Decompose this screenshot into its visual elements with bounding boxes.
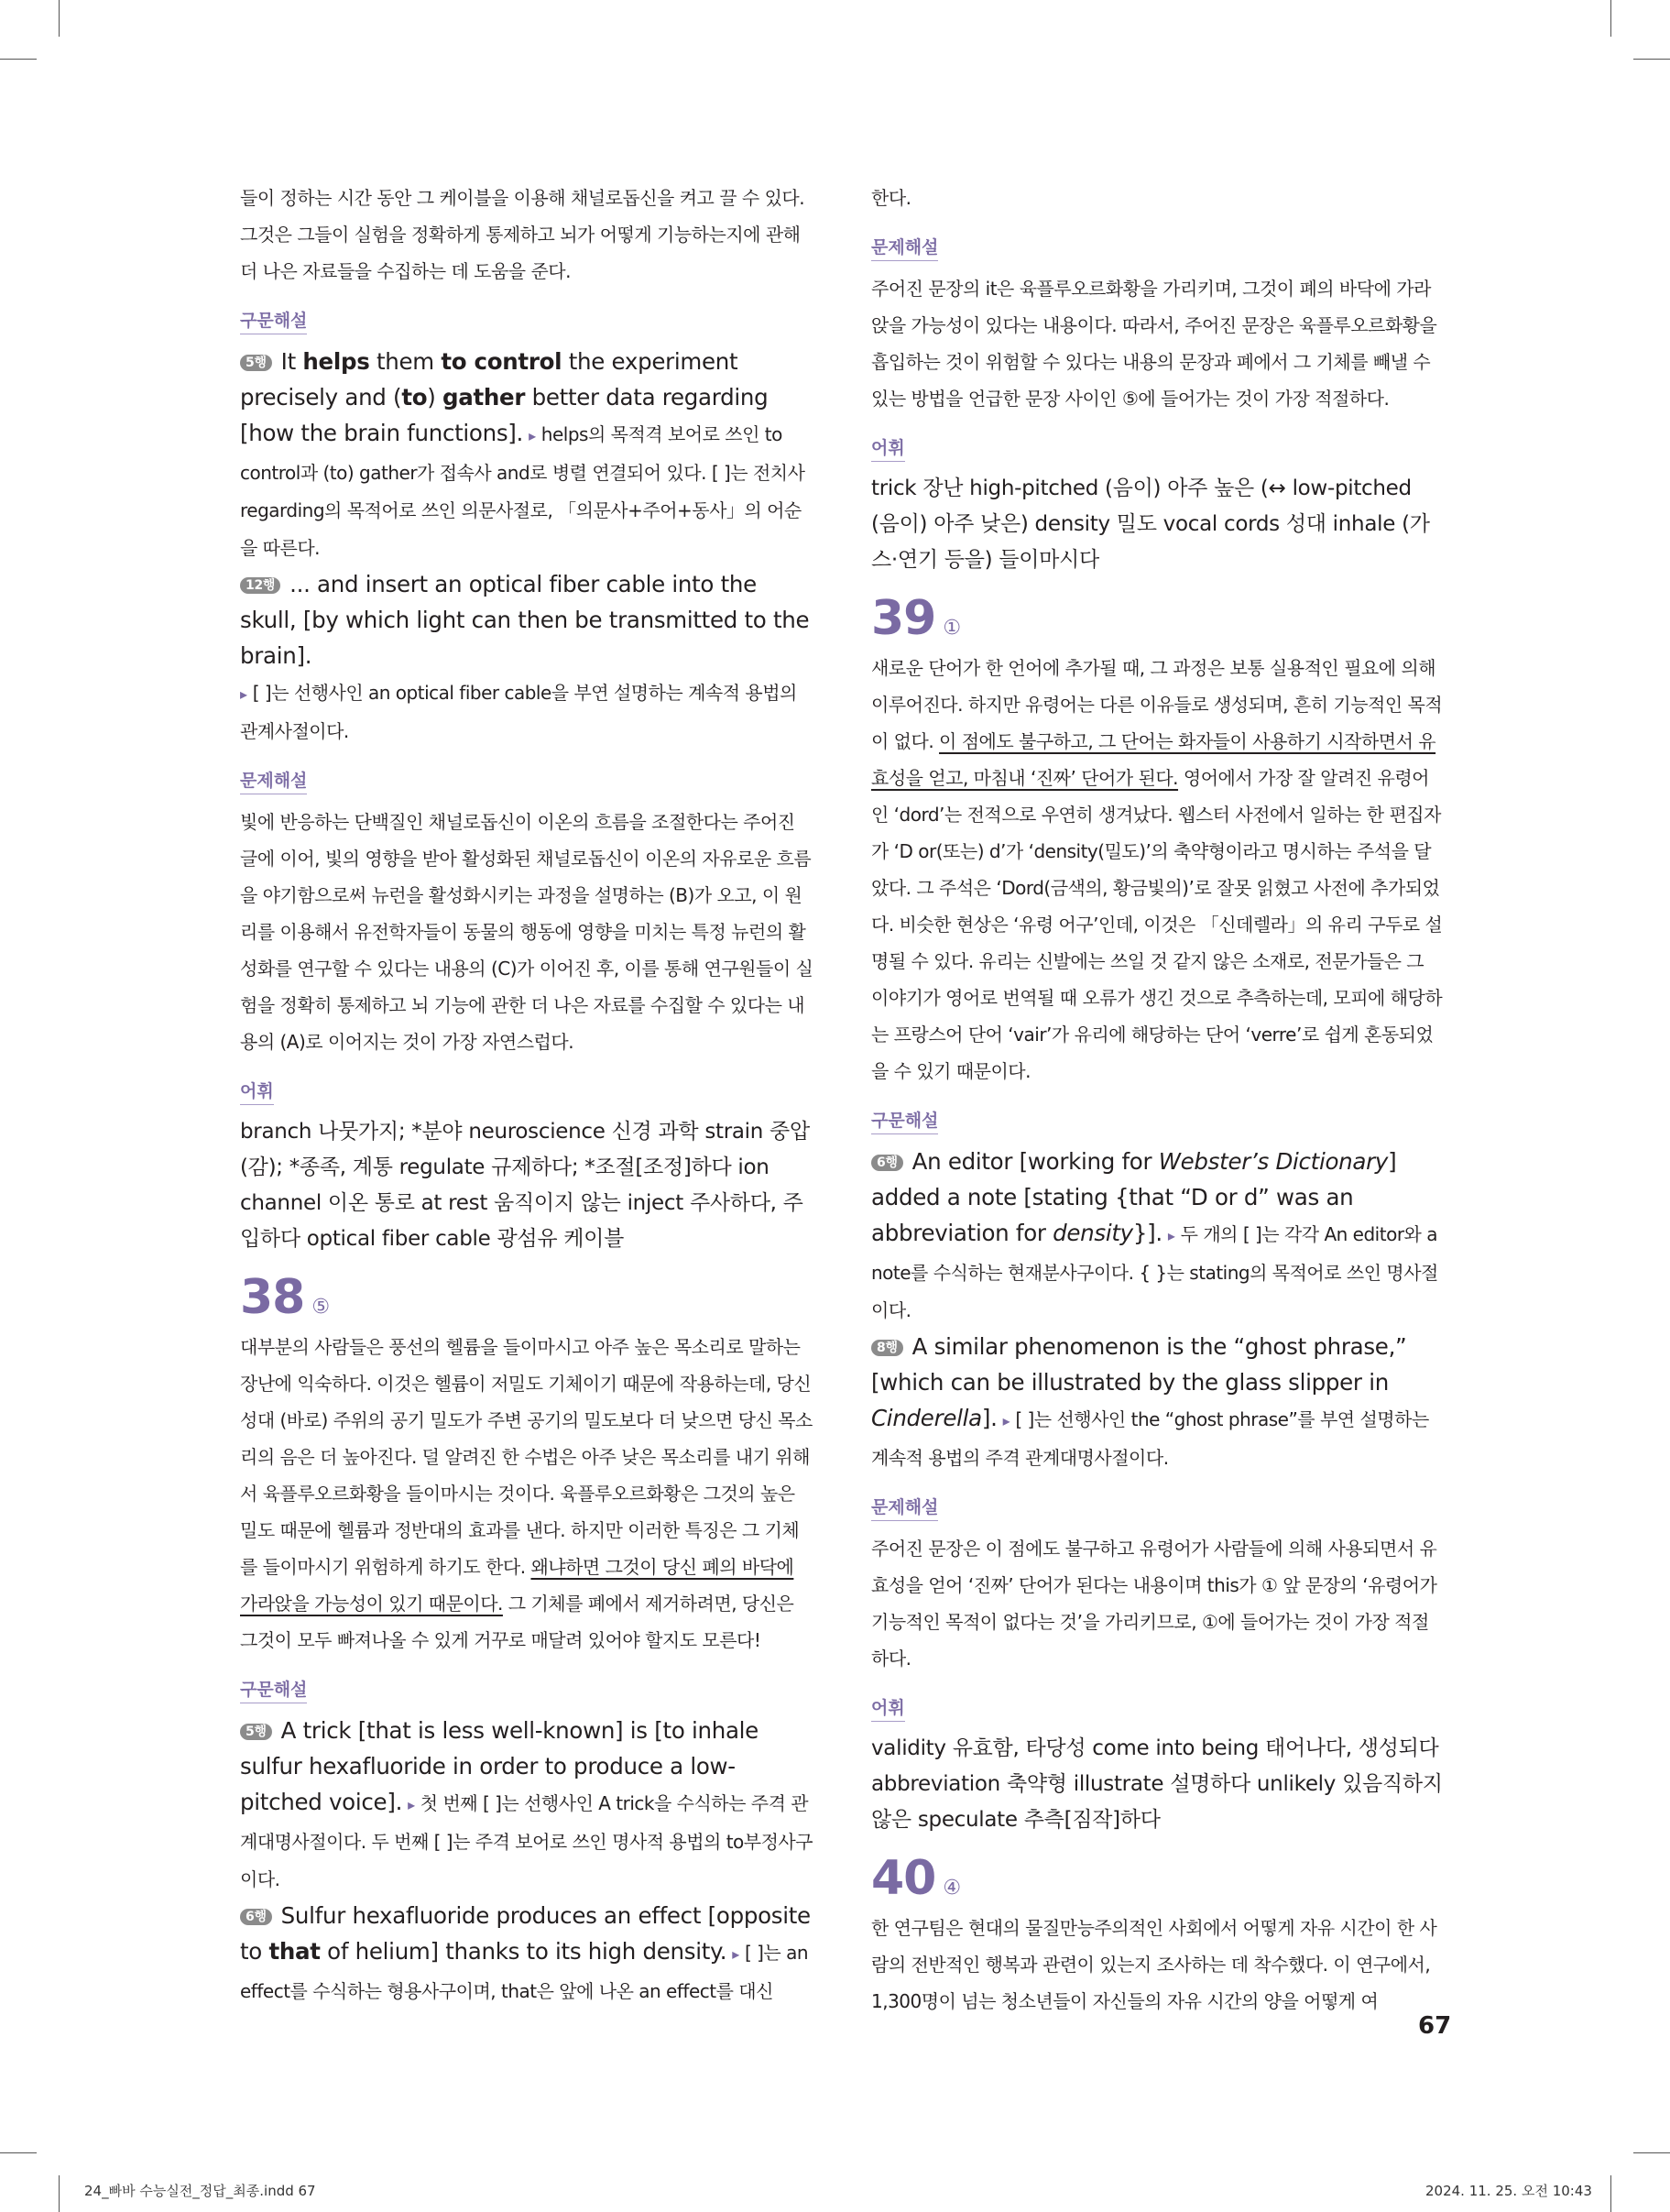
line-tag: 6행 xyxy=(240,1909,272,1925)
syntax-note: 두 개의 [ ]는 각각 An editor와 a note를 수식하는 현재분사구이다. { }는 stating의 목적어로 쓰인 명사절이다. xyxy=(871,1223,1438,1321)
crop-mark xyxy=(59,0,60,37)
section-heading: 문제해설 xyxy=(240,770,307,794)
translation-paragraph: 한다. xyxy=(871,187,911,209)
syntax-item: 6행 An editor [working for Webster’s Dictionary] added a note [stating {that “D or d” was an abbreviation for density}]. ▸ 두 개의 [ ]는 각각 An editor와 a note를 수식하는 현재분사구이다. { }는 stating의 목적어로 쓰인 명사절이다. xyxy=(871,1148,1438,1321)
triangle-icon: ▸ xyxy=(1167,1227,1175,1244)
syntax-item: 8행 A similar phenomenon is the “ghost phrase,” [which can be illustrated by the glass slipper in Cinderella]. ▸ [ ]는 선행사인 the “ghost phrase”를 부연 설명하는 계속적 용법의 주격 관계대명사절이다. xyxy=(871,1333,1429,1469)
question-number: 39 ① xyxy=(871,591,962,646)
translation-paragraph: 대부분의 사람들은 풍선의 헬륨을 들이마시고 아주 높은 목소리로 말하는 장난에 익숙하다. 이것은 헬륨이 저밀도 기체이기 때문에 작용하는데, 당신 성대 (바로) 주위의 공기 밀도가 주변 공기의 밀도보다 더 낮으면 당신 목소리의 음은 더 높아진다. 덜 알려진 한 수법은 아주 낮은 목소리를 내기 위해서 육플루오르화황을 들이마시는 것이다. 육플루오르화황은 그것의 높은 밀도 때문에 헬륨과 정반대의 효과를 낸다. 하지만 이러한 특징은 그 기체를 들이마시기 위험하게 하기도 한다. 왜냐하면 그것이 당신 폐의 바닥에 가라앉을 가능성이 있기 때문이다. 그 기체를 폐에서 제거하려면, 당신은 그것이 모두 빠져나올 수 있게 거꾸로 매달려 있어야 할지도 모른다! xyxy=(240,1336,813,1651)
section-heading: 구문해설 xyxy=(240,1679,307,1703)
problem-explanation: 주어진 문장의 it은 육플루오르화황을 가리키며, 그것이 폐의 바닥에 가라앉을 가능성이 있다는 내용이다. 따라서, 주어진 문장은 육플루오르화황을 흡입하는 것이 위험할 수 있다는 내용의 문장과 폐에서 그 기체를 빼낼 수 있는 방법을 언급한 문장 사이인 ⑤에 들어가는 것이 가장 적절하다. xyxy=(871,278,1437,410)
answer-mark: ④ xyxy=(943,1877,962,1900)
syntax-item: 5행 It helps them to control the experiment precisely and (to) gather better data regarding [how the brain functions]. ▸ helps의 목적격 보어로 쓰인 to control과 (to) gather가 접속사 and로 병렬 연결되어 있다. [ ]는 전치사 regarding의 목적어로 쓰인 의문사절로, 「의문사+주어+동사」의 어순을 따른다. xyxy=(240,348,805,559)
syntax-note: [ ]는 선행사인 the “ghost phrase”를 부연 설명하는 계속적 용법의 주격 관계대명사절이다. xyxy=(871,1408,1429,1469)
syntax-note: [ ]는 an effect를 수식하는 형용사구이며, that은 앞에 나온 an effect를 대신 xyxy=(240,1942,809,2002)
section-heading: 문제해설 xyxy=(871,236,938,261)
translation-paragraph: 한 연구팀은 현대의 물질만능주의적인 사회에서 어떻게 자유 시간이 한 사람의 전반적인 행복과 관련이 있는지 조사하는 데 착수했다. 이 연구에서, 1,300명이 넘는 청소년들이 자신들의 자유 시간의 양을 어떻게 여 xyxy=(871,1917,1437,2012)
vocabulary-list: branch 나뭇가지; *분야 neuroscience 신경 과학 strain 중압(감); *종족, 계통 regulate 규제하다; *조절[조정]하다 ion channel 이온 통로 at rest 움직이지 않는 inject 주사하다, 주입하다 optical fiber cable 광섬유 케이블 xyxy=(240,1120,810,1251)
line-tag: 12행 xyxy=(240,577,280,594)
crop-mark xyxy=(1610,2175,1611,2212)
triangle-icon: ▸ xyxy=(240,685,247,703)
section-heading: 어휘 xyxy=(871,437,905,462)
left-column xyxy=(240,180,814,2009)
syntax-note: helps의 목적격 보어로 쓰인 to control과 (to) gather가 접속사 and로 병렬 연결되어 있다. [ ]는 전치사 regarding의 목적어로 쓰인 의문사절로, 「의문사+주어+동사」의 어순을 따른다. xyxy=(240,423,805,559)
section-heading: 어휘 xyxy=(871,1697,905,1722)
section-heading: 구문해설 xyxy=(240,310,307,334)
triangle-icon: ▸ xyxy=(1002,1412,1010,1429)
section-heading: 어휘 xyxy=(240,1080,274,1105)
right-column xyxy=(871,180,1446,2020)
vocabulary-list: trick 장난 high-pitched (음이) 아주 높은 (↔ low-pitched (음이) 아주 낮은) density 밀도 vocal cords 성대 inhale (가스·연기 등을) 들이마시다 xyxy=(871,476,1430,572)
syntax-item: 5행 A trick [that is less well-known] is [to inhale sulfur hexafluoride in order to produce a low-pitched voice]. ▸ 첫 번째 [ ]는 선행사인 A trick을 수식하는 주격 관계대명사절이다. 두 번째 [ ]는 주격 보어로 쓰인 명사적 용법의 to부정사구이다. xyxy=(240,1717,813,1890)
syntax-note: [ ]는 선행사인 an optical fiber cable을 부연 설명하는 계속적 용법의 관계사절이다. xyxy=(240,682,797,742)
crop-mark xyxy=(1633,59,1670,60)
line-tag: 5행 xyxy=(240,355,272,371)
triangle-icon: ▸ xyxy=(732,1945,739,1963)
answer-mark: ① xyxy=(943,617,962,640)
question-number: 40 ④ xyxy=(871,1851,962,1906)
crop-mark xyxy=(59,2175,60,2212)
line-tag: 8행 xyxy=(871,1340,903,1356)
crop-mark xyxy=(1633,2152,1670,2153)
crop-mark xyxy=(0,2152,37,2153)
page-number: 67 xyxy=(1418,2012,1452,2040)
section-heading: 구문해설 xyxy=(871,1110,938,1134)
vocabulary-list: validity 유효함, 타당성 come into being 태어나다, 생성되다 abbreviation 축약형 illustrate 설명하다 unlikely 있음직하지 않은 speculate 추측[짐작]하다 xyxy=(871,1736,1443,1832)
triangle-icon: ▸ xyxy=(529,427,536,444)
section-heading: 문제해설 xyxy=(871,1496,938,1521)
syntax-item: 12행 ... and insert an optical fiber cable into the skull, [by which light can then be transmitted to the brain]. ▸ [ ]는 선행사인 an optical fiber cable을 부연 설명하는 계속적 용법의 관계사절이다. xyxy=(240,571,810,742)
syntax-item: 6행 Sulfur hexafluoride produces an effect [opposite to that of helium] thanks to its high density. ▸ [ ]는 an effect를 수식하는 형용사구이며, that은 앞에 나온 an effect를 대신 xyxy=(240,1902,811,2002)
problem-explanation: 주어진 문장은 이 점에도 불구하고 유령어가 사람들에 의해 사용되면서 유효성을 얻어 ‘진짜’ 단어가 된다는 내용이며 this가 ① 앞 문장의 ‘유령어가 기능적인 목적이 없다는 것’을 가리키므로, ①에 들어가는 것이 가장 적절하다. xyxy=(871,1538,1437,1670)
answer-mark: ⑤ xyxy=(311,1296,331,1319)
problem-explanation: 빛에 반응하는 단백질인 채널로돕신이 이온의 흐름을 조절한다는 주어진 글에 이어, 빛의 영향을 받아 활성화된 채널로돕신이 이온의 자유로운 흐름을 야기함으로써 뉴런을 활성화시키는 과정을 설명하는 (B)가 오고, 이 원리를 이용해서 유전학자들이 동물의 행동에 영향을 미치는 특정 뉴런의 활성화를 연구할 수 있다는 내용의 (C)가 이어진 후, 이를 통해 연구원들이 실험을 정확히 통제하고 뇌 기능에 관한 더 나은 자료를 수집할 수 있다는 내용의 (A)로 이어지는 것이 가장 자연스럽다. xyxy=(240,811,813,1053)
line-tag: 6행 xyxy=(871,1155,903,1171)
translation-paragraph: 새로운 단어가 한 언어에 추가될 때, 그 과정은 보통 실용적인 필요에 의해 이루어진다. 하지만 유령어는 다른 이유들로 생성되며, 흔히 기능적인 목적이 없다. 이 점에도 불구하고, 그 단어는 화자들이 사용하기 시작하면서 유효성을 얻고, 마침내 ‘진짜’ 단어가 된다. 영어에서 가장 잘 알려진 유령어인 ‘dord’는 전적으로 우연히 생겨났다. 웹스터 사전에서 일하는 한 편집자가 ‘D or(또는) d’가 ‘density(밀도)’의 축약형이라고 명시하는 주석을 달았다. 그 주석은 ‘Dord(금색의, 황금빛의)’로 잘못 읽혔고 사전에 추가되었다. 비슷한 현상은 ‘유령 어구’인데, 이것은 「신데렐라」의 유리 구두로 설명될 수 있다. 유리는 신발에는 쓰일 것 같지 않은 소재로, 전문가들은 그 이야기가 영어로 번역될 때 오류가 생긴 것으로 추측하는데, 모피에 해당하는 프랑스어 단어 ‘vair’가 유리에 해당하는 단어 ‘verre’로 쉽게 혼동되었을 수 있기 때문이다. xyxy=(871,657,1443,1082)
underlined-sentence: 이 점에도 불구하고, 그 단어는 화자들이 사용하기 시작하면서 유효성을 얻고, 마침내 ‘진짜’ 단어가 된다. xyxy=(871,730,1436,789)
footer-timestamp: 2024. 11. 25. 오전 10:43 xyxy=(1425,2183,1592,2199)
line-tag: 5행 xyxy=(240,1724,272,1740)
footer-filename: 24_빠바 수능실전_정답_최종.indd 67 xyxy=(84,2183,316,2199)
crop-mark xyxy=(0,59,37,60)
translation-paragraph: 들이 정하는 시간 동안 그 케이블을 이용해 채널로돕신을 켜고 끌 수 있다. 그것은 그들이 실험을 정확하게 통제하고 뇌가 어떻게 기능하는지에 관해 더 나은 자료들을 수집하는 데 도움을 준다. xyxy=(240,187,805,282)
crop-mark xyxy=(1610,0,1611,37)
underlined-sentence: 왜냐하면 그것이 당신 폐의 바닥에 가라앉을 가능성이 있기 때문이다. xyxy=(240,1556,794,1615)
question-number: 38 ⑤ xyxy=(240,1270,331,1325)
syntax-note: 첫 번째 [ ]는 선행사인 A trick을 수식하는 주격 관계대명사절이다. 두 번째 [ ]는 주격 보어로 쓰인 명사적 용법의 to부정사구이다. xyxy=(240,1792,813,1890)
triangle-icon: ▸ xyxy=(408,1796,415,1813)
